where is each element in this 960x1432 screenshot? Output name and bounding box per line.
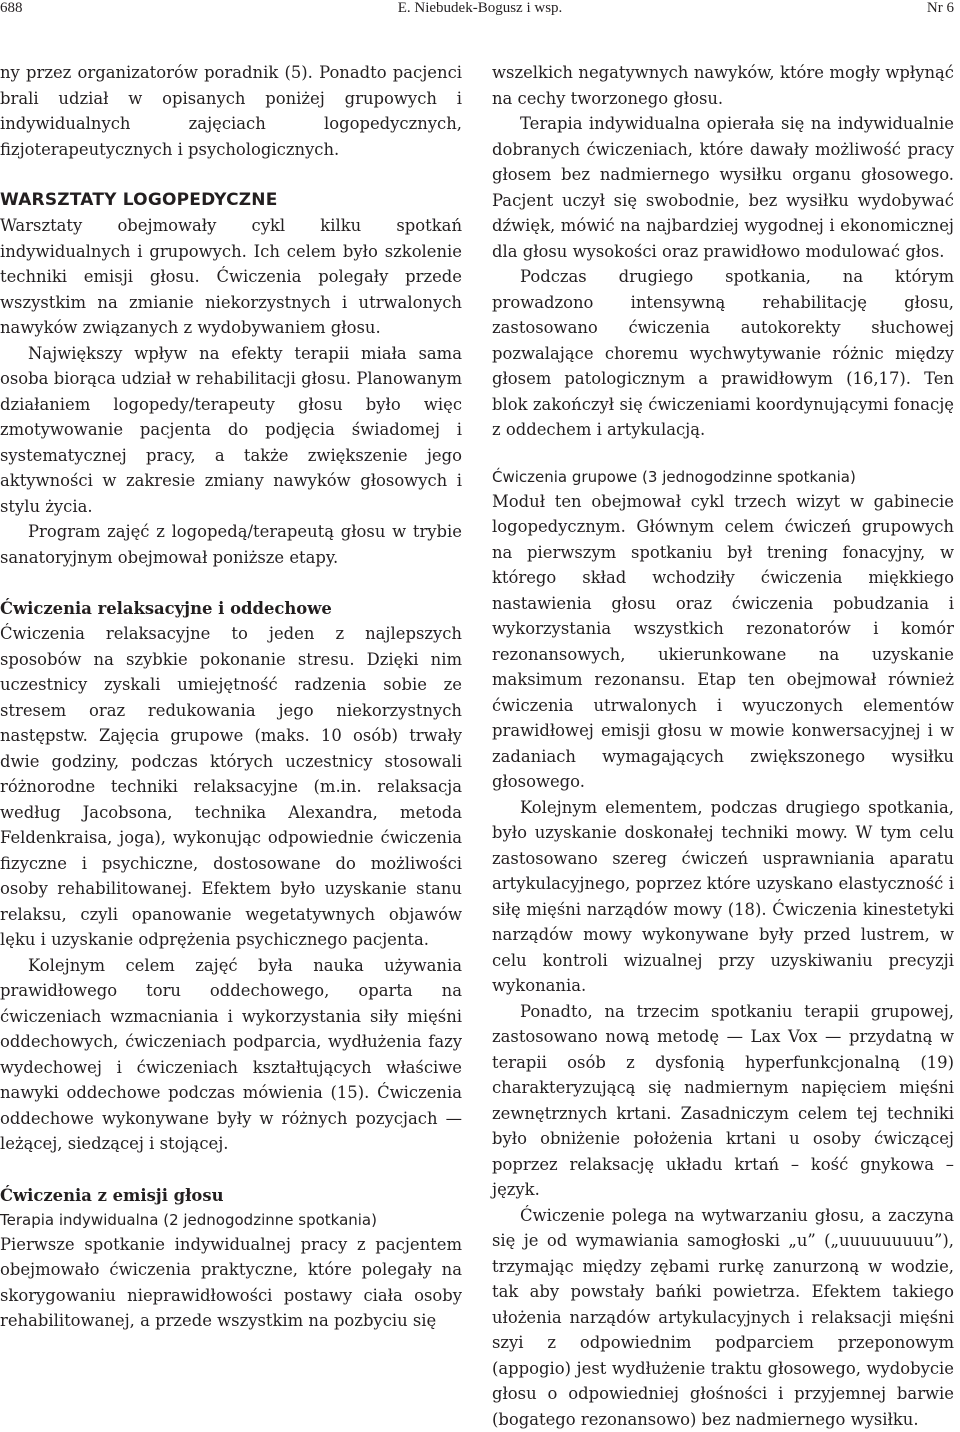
subsection-heading-indywidualna: Terapia indywidualna (2 jednogodzinne spotkania) (0, 1208, 462, 1232)
page-number: 688 (0, 0, 23, 17)
paragraph: Terapia indywidualna opierała się na indywidualnie dobranych ćwiczeniach, które dawały możliwość pracy głosem bez nadmiernego wysiłku organu głosowego. Pacjent uczył się swobodnie, bez wysiłku wydobywać dźwięk, mówić na najbardziej wygodnej i ekonomicznej dla głosu wysokości oraz prawidłowo modulować głos. (492, 111, 954, 264)
paragraph: Ćwiczenie polega na wytwarzaniu głosu, a zaczyna się je od wymawiania samogłoski „u” („uuuuuuuuu”), trzymając między zębami rurkę zanurzoną w wodzie, tak aby powstały bańki powietrza. Efektem takiego ułożenia narządów artykulacyjnych i relaksacji mięśni szyi z odpowiednim podparciem przeponowym (appogio) jest wydłużenie traktu głosowego, wydobycie głosu o odpowiedniej głośności i przyjemnej barwie (bogatego rezonansowo) bez nadmiernego wysiłku. (492, 1203, 954, 1432)
subsection-heading-grupowe: Ćwiczenia grupowe (3 jednogodzinne spotkania) (492, 443, 954, 489)
paragraph: Kolejnym celem zajęć była nauka używania prawidłowego toru oddechowego, oparta na ćwiczeniach wzmacniania i wykorzystania siły mięśni oddechowych, ćwiczeniach podparcia, wydłużenia fazy wydechowej i ćwiczeniach kształtujących właściwe nawyki oddechowe podczas mówienia (15). Ćwiczenia oddechowe wykonywane były w różnych pozycjach — leżącej, siedzącej i stojącej. (0, 953, 462, 1157)
paragraph: wszelkich negatywnych nawyków, które mogły wpłynąć na cechy tworzonego głosu. (492, 60, 954, 111)
paragraph: Ćwiczenia relaksacyjne to jeden z najlepszych sposobów na szybkie pokonanie stresu. Dzięki nim uczestnicy zyskali umiejętność radzenia sobie ze stresem oraz redukowania jego niekorzystnych następstw. Zajęcia grupowe (maks. 10 osób) trwały dwie godziny, podczas których uczestnicy stosowali różnorodne techniki relaksacyjne (m.in. relaksacja według Jacobsona, technika Alexandra, metoda Feldenkraisa, joga), wykonując odpowiednie ćwiczenia fizyczne i psychiczne, dostosowane do możliwości osoby rehabilitowanej. Efektem było uzyskanie stanu relaksu, czyli opanowanie wegetatywnych objawów lęku i uzyskanie odprężenia psychicznego pacjenta. (0, 621, 462, 953)
paragraph: Ponadto, na trzecim spotkaniu terapii grupowej, zastosowano nową metodę — Lax Vox — przydatną w terapii osób z dysfonią hyperfunkcjonalną (19) charakteryzującą się nadmiernym napięciem mięśni zewnętrznych krtani. Zasadniczym celem tej techniki było obniżenie położenia krtani u osoby ćwiczącej poprzez relaksację układu krtań – kość gnykowa – język. (492, 999, 954, 1203)
paragraph: Moduł ten obejmował cykl trzech wizyt w gabinecie logopedycznym. Głównym celem ćwiczeń grupowych na pierwszym spotkaniu był trening fonacyjny, w którego skład wchodziły ćwiczenia miękkiego nastawienia głosu oraz ćwiczenia pobudzania i wykorzystania wszystkich rezonatorów i komór rezonansowych, ukierunkowane na uzyskanie maksimum rezonansu. Etap ten obejmował również ćwiczenia utrwalonych i wyuczonych elementów prawidłowej emisji głosu w mowie konwersacyjnej i w zadaniach wymagających zwiększonego wysiłku głosowego. (492, 489, 954, 795)
section-heading-emisja: Ćwiczenia z emisji głosu (0, 1157, 462, 1208)
left-column (0, 60, 462, 1334)
paragraph: ny przez organizatorów poradnik (5). Ponadto pacjenci brali udział w opisanych poniżej grupowych i indywidualnych zajęciach logopedycznych, fizjoterapeutycznych i psychologicznych. (0, 60, 462, 162)
paragraph: Program zajęć z logopedą/terapeutą głosu w trybie sanatoryjnym obejmował poniższe etapy. (0, 519, 462, 570)
right-column (492, 60, 954, 1432)
paragraph: Kolejnym elementem, podczas drugiego spotkania, było uzyskanie doskonałej techniki mowy. W tym celu zastosowano szereg ćwiczeń usprawniania aparatu artykulacyjnego, poprzez które uzyskano elastyczność i siłę mięśni narządów mowy (18). Ćwiczenia kinestetyki narządów mowy wykonywane były przed lustrem, w celu kontroli wizualnej przy uzyskiwaniu precyzji wykonania. (492, 795, 954, 999)
page-header (0, 0, 960, 18)
paragraph: Największy wpływ na efekty terapii miała sama osoba biorąca udział w rehabilitacji głosu. Planowanym działaniem logopedy/terapeuty głosu było więc zmotywowanie pacjenta do podjęcia świadomej i systematycznej pracy, a także zwiększenie jego aktywności w zakresie zmiany nawyków głosowych i stylu życia. (0, 341, 462, 520)
section-heading-relaks: Ćwiczenia relaksacyjne i oddechowe (0, 570, 462, 621)
paragraph: Warsztaty obejmowały cykl kilku spotkań indywidualnych i grupowych. Ich celem było szkolenie techniki emisji głosu. Ćwiczenia polegały przede wszystkim na zmianie niekorzystnych i utrwalonych nawyków związanych z wydobywaniem głosu. (0, 213, 462, 341)
section-heading-warsztaty: WARSZTATY LOGOPEDYCZNE (0, 162, 462, 213)
issue-label: Nr 6 (927, 0, 954, 17)
running-head: E. Niebudek-Bogusz i wsp. (0, 0, 960, 17)
paragraph: Podczas drugiego spotkania, na którym prowadzono intensywną rehabilitację głosu, zastosowano ćwiczenia autokorekty słuchowej pozwalające choremu wychwytywanie różnic między głosem patologicznym a prawidłowym (16,17). Ten blok zakończył się ćwiczeniami koordynującymi fonację z oddechem i artykulacją. (492, 264, 954, 443)
paragraph: Pierwsze spotkanie indywidualnej pracy z pacjentem obejmowało ćwiczenia praktyczne, które polegały na skorygowaniu nieprawidłowości postawy ciała osoby rehabilitowanej, a przede wszystkim na pozbyciu się (0, 1232, 462, 1334)
